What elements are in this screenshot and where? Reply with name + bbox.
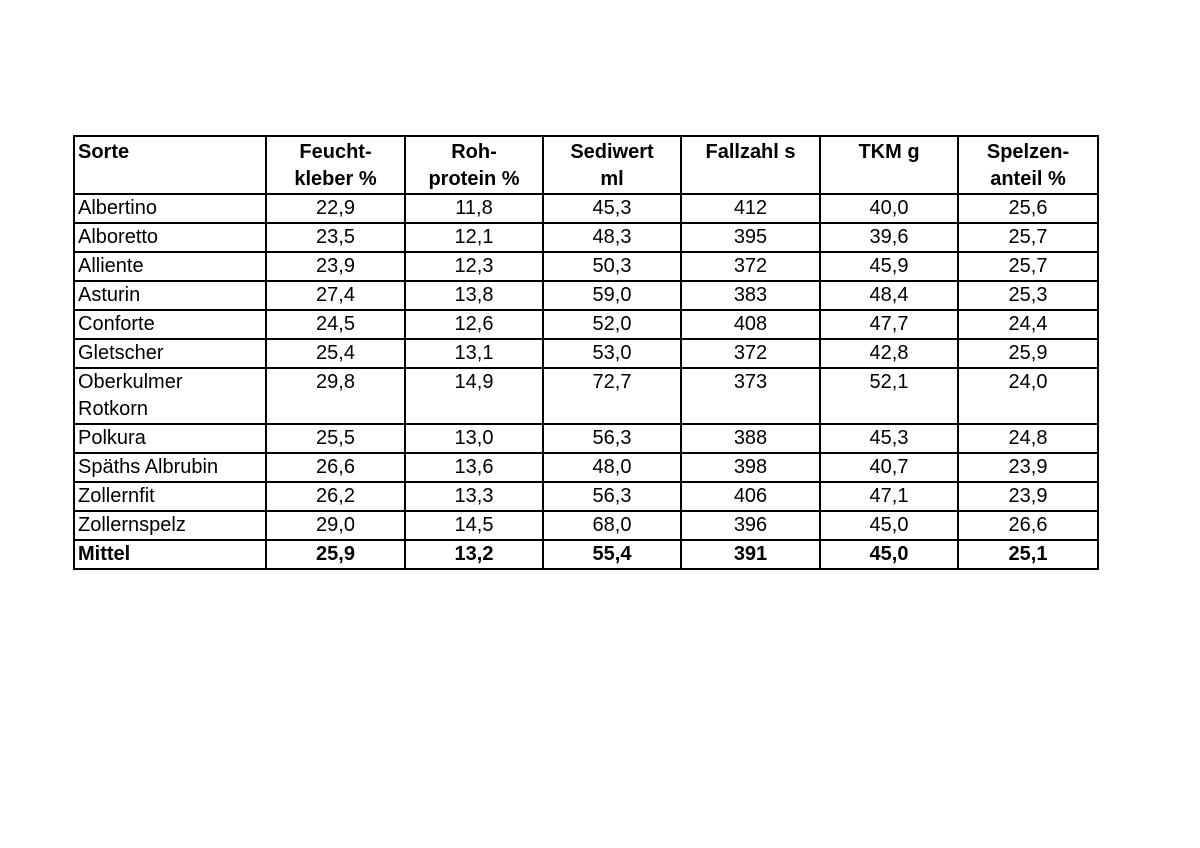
- mean-value-cell: 13,2: [405, 540, 543, 569]
- value-cell: 25,4: [266, 339, 405, 368]
- value-cell: 40,7: [820, 453, 958, 482]
- header-husk-share-line-1: Spelzen-: [986, 141, 1070, 163]
- header-wet-gluten-line-2: kleber %: [294, 168, 377, 190]
- value-cell: 56,3: [543, 424, 681, 453]
- variety-name-cell: [74, 339, 266, 368]
- table-row: [74, 194, 1098, 223]
- variety-name-cell: [74, 453, 266, 482]
- value-cell: 25,9: [958, 339, 1098, 368]
- value-cell: 47,7: [820, 310, 958, 339]
- value-cell: 13,6: [405, 453, 543, 482]
- variety-name-cell: [74, 424, 266, 453]
- mean-value-cell: 25,1: [958, 540, 1098, 569]
- value-cell: 45,3: [820, 424, 958, 453]
- value-cell: 14,9: [405, 368, 543, 424]
- header-row: [74, 136, 1098, 194]
- header-variety: [74, 136, 266, 194]
- variety-name-cell: [74, 368, 266, 424]
- variety-name: Zollernfit: [78, 485, 155, 507]
- header-wet-gluten: [266, 136, 405, 194]
- table-row: [74, 368, 1098, 424]
- variety-name: Gletscher: [78, 342, 164, 364]
- value-cell: 406: [681, 482, 820, 511]
- variety-name: Oberkulmer: [78, 371, 183, 393]
- value-cell: 388: [681, 424, 820, 453]
- value-cell: 26,2: [266, 482, 405, 511]
- variety-name: Späths Albrubin: [78, 456, 219, 478]
- header-sedimentation-line-1: Sediwert: [570, 141, 654, 163]
- table-row: [74, 281, 1098, 310]
- value-cell: 68,0: [543, 511, 681, 540]
- value-cell: 412: [681, 194, 820, 223]
- variety-name-cell: [74, 194, 266, 223]
- value-cell: 56,3: [543, 482, 681, 511]
- mean-value-cell: 45,0: [820, 540, 958, 569]
- mean-value-cell: 25,9: [266, 540, 405, 569]
- header-thousand-kernel-mass-label: TKM g: [858, 141, 920, 163]
- value-cell: 29,8: [266, 368, 405, 424]
- value-cell: 372: [681, 339, 820, 368]
- value-cell: 25,5: [266, 424, 405, 453]
- value-cell: 22,9: [266, 194, 405, 223]
- value-cell: 23,5: [266, 223, 405, 252]
- value-cell: 13,1: [405, 339, 543, 368]
- header-falling-number: [681, 136, 820, 194]
- header-husk-share: [958, 136, 1098, 194]
- mean-row: [74, 540, 1098, 569]
- value-cell: 395: [681, 223, 820, 252]
- value-cell: 52,0: [543, 310, 681, 339]
- value-cell: 25,3: [958, 281, 1098, 310]
- value-cell: 23,9: [958, 482, 1098, 511]
- value-cell: 383: [681, 281, 820, 310]
- variety-name: Alboretto: [78, 226, 159, 248]
- value-cell: 398: [681, 453, 820, 482]
- value-cell: 11,8: [405, 194, 543, 223]
- table-row: [74, 339, 1098, 368]
- value-cell: 24,5: [266, 310, 405, 339]
- header-crude-protein-line-1: Roh-: [451, 141, 497, 163]
- value-cell: 25,7: [958, 223, 1098, 252]
- value-cell: 26,6: [266, 453, 405, 482]
- table-row: [74, 482, 1098, 511]
- value-cell: 52,1: [820, 368, 958, 424]
- header-falling-number-label: Fallzahl s: [705, 141, 796, 163]
- value-cell: 48,3: [543, 223, 681, 252]
- value-cell: 48,4: [820, 281, 958, 310]
- value-cell: 12,6: [405, 310, 543, 339]
- value-cell: 29,0: [266, 511, 405, 540]
- header-crude-protein: [405, 136, 543, 194]
- value-cell: 13,3: [405, 482, 543, 511]
- value-cell: 72,7: [543, 368, 681, 424]
- variety-name: Polkura: [78, 427, 146, 449]
- value-cell: 372: [681, 252, 820, 281]
- value-cell: 408: [681, 310, 820, 339]
- variety-name-cell: [74, 252, 266, 281]
- value-cell: 45,9: [820, 252, 958, 281]
- header-husk-share-line-2: anteil %: [990, 168, 1066, 190]
- variety-name-cell: [74, 482, 266, 511]
- value-cell: 47,1: [820, 482, 958, 511]
- header-variety-label: Sorte: [78, 141, 130, 163]
- value-cell: 48,0: [543, 453, 681, 482]
- value-cell: 12,1: [405, 223, 543, 252]
- value-cell: 23,9: [958, 453, 1098, 482]
- value-cell: 24,8: [958, 424, 1098, 453]
- value-cell: 396: [681, 511, 820, 540]
- variety-name-cell: [74, 310, 266, 339]
- variety-name: Albertino: [78, 197, 157, 219]
- value-cell: 25,6: [958, 194, 1098, 223]
- value-cell: 26,6: [958, 511, 1098, 540]
- table-row: [74, 453, 1098, 482]
- variety-name-cell: [74, 511, 266, 540]
- value-cell: 23,9: [266, 252, 405, 281]
- variety-name-cell: [74, 281, 266, 310]
- value-cell: 13,8: [405, 281, 543, 310]
- value-cell: 373: [681, 368, 820, 424]
- value-cell: 14,5: [405, 511, 543, 540]
- value-cell: 59,0: [543, 281, 681, 310]
- value-cell: 13,0: [405, 424, 543, 453]
- table-row: [74, 424, 1098, 453]
- value-cell: 12,3: [405, 252, 543, 281]
- header-thousand-kernel-mass: [820, 136, 958, 194]
- header-wet-gluten-line-1: Feucht-: [299, 141, 372, 163]
- value-cell: 24,0: [958, 368, 1098, 424]
- table-row: [74, 223, 1098, 252]
- variety-name: Zollernspelz: [78, 514, 186, 536]
- value-cell: 27,4: [266, 281, 405, 310]
- variety-name: Asturin: [78, 284, 141, 306]
- value-cell: 53,0: [543, 339, 681, 368]
- value-cell: 39,6: [820, 223, 958, 252]
- variety-name: Alliente: [78, 255, 144, 277]
- table-body: [74, 194, 1098, 569]
- variety-name: Rotkorn: [78, 398, 149, 420]
- value-cell: 42,8: [820, 339, 958, 368]
- table-row: [74, 511, 1098, 540]
- header-crude-protein-line-2: protein %: [428, 168, 520, 190]
- variety-quality-table: [73, 135, 1099, 570]
- value-cell: 24,4: [958, 310, 1098, 339]
- value-cell: 25,7: [958, 252, 1098, 281]
- variety-name-cell: [74, 223, 266, 252]
- table-row: [74, 252, 1098, 281]
- mean-value-cell: 55,4: [543, 540, 681, 569]
- value-cell: 45,0: [820, 511, 958, 540]
- variety-name: Conforte: [78, 313, 155, 335]
- header-sedimentation: [543, 136, 681, 194]
- header-sedimentation-line-2: ml: [600, 168, 624, 190]
- mean-value-cell: 391: [681, 540, 820, 569]
- value-cell: 50,3: [543, 252, 681, 281]
- value-cell: 45,3: [543, 194, 681, 223]
- table-row: [74, 310, 1098, 339]
- mean-label: Mittel: [74, 540, 266, 569]
- value-cell: 40,0: [820, 194, 958, 223]
